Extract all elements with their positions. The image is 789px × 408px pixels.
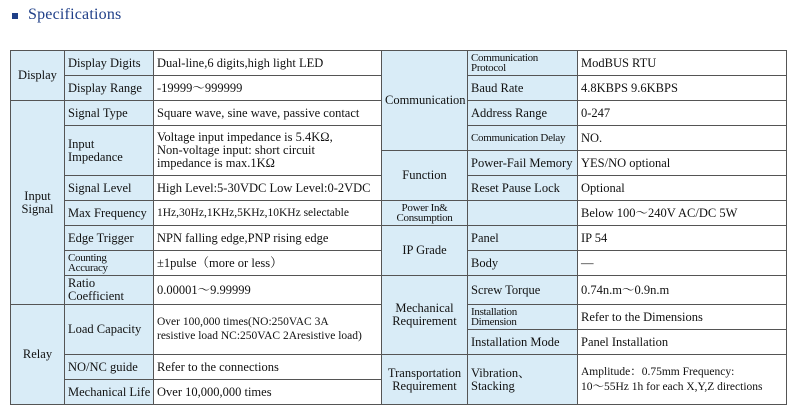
specifications-table [10, 50, 787, 405]
table-row [11, 226, 787, 251]
spec-label: Installation Mode [468, 330, 578, 355]
table-row [11, 51, 787, 76]
section-title: Specifications [28, 6, 122, 23]
spec-label: Input Impedance [65, 126, 154, 176]
spec-label: Reset Pause Lock [468, 176, 578, 201]
spec-label: Signal Type [65, 101, 154, 126]
spec-label: Max Frequency [65, 201, 154, 226]
spec-value: NO. [578, 126, 787, 151]
spec-label: NO/NC guide [65, 355, 154, 380]
category-display: Display [11, 51, 65, 101]
spec-value: High Level:5-30VDC Low Level:0-2VDC [154, 176, 382, 201]
spec-value: Below 100～240V AC/DC 5W [578, 201, 787, 226]
spec-value: 1Hz,30Hz,1KHz,5KHz,10KHz selectable [154, 201, 382, 226]
square-bullet-icon [12, 13, 18, 19]
spec-value: YES/NO optional [578, 151, 787, 176]
spec-value: 0.74n.m～0.9n.m [578, 276, 787, 305]
spec-label: Baud Rate [468, 76, 578, 101]
spec-label: Panel [468, 226, 578, 251]
category-mechanical: Mechanical Requirement [382, 276, 468, 355]
spec-value: ModBUS RTU [578, 51, 787, 76]
table-row [11, 355, 787, 380]
spec-label-empty [468, 201, 578, 226]
spec-label: Communication Delay [468, 126, 578, 151]
spec-value: Refer to the Dimensions [578, 305, 787, 330]
spec-label: Display Digits [65, 51, 154, 76]
spec-value: Refer to the connections [154, 355, 382, 380]
spec-label: Screw Torque [468, 276, 578, 305]
spec-value: Square wave, sine wave, passive contact [154, 101, 382, 126]
spec-value: -19999～999999 [154, 76, 382, 101]
spec-label: Address Range [468, 101, 578, 126]
spec-value: Over 100,000 times(NO:250VAC 3A resistive load NC:250VAC 2Aresistive load) [154, 305, 382, 355]
spec-label: Communication Protocol [468, 51, 578, 76]
spec-value: Dual-line,6 digits,high light LED [154, 51, 382, 76]
spec-value: — [578, 251, 787, 276]
category-power: Power In& Consumption [382, 201, 468, 226]
category-function: Function [382, 151, 468, 201]
spec-value: Voltage input impedance is 5.4KΩ, Non-voltage input: short circuit impedance is max.1KΩ [154, 126, 382, 176]
spec-label: Counting Accuracy [65, 251, 154, 276]
spec-value: IP 54 [578, 226, 787, 251]
spec-value: 4.8KBPS 9.6KBPS [578, 76, 787, 101]
category-ip-grade: IP Grade [382, 226, 468, 276]
category-transportation: Transportation Requirement [382, 355, 468, 405]
spec-value: NPN falling edge,PNP rising edge [154, 226, 382, 251]
spec-label: Installation Dimension [468, 305, 578, 330]
category-relay: Relay [11, 305, 65, 405]
spec-label: Edge Trigger [65, 226, 154, 251]
spec-label: Mechanical Life [65, 380, 154, 405]
spec-value: Over 10,000,000 times [154, 380, 382, 405]
spec-label: Power-Fail Memory [468, 151, 578, 176]
category-communication: Communication [382, 51, 468, 151]
spec-label: Signal Level [65, 176, 154, 201]
section-header [12, 4, 121, 26]
table-row [11, 276, 787, 305]
category-input-signal: Input Signal [11, 101, 65, 305]
spec-value: Amplitude：0.75mm Frequency: 10～55Hz 1h for each X,Y,Z directions [578, 355, 787, 405]
spec-value: 0.00001～9.99999 [154, 276, 382, 305]
spec-value: ±1pulse（more or less） [154, 251, 382, 276]
spec-label: Ratio Coefficient [65, 276, 154, 305]
spec-label: Vibration、 Stacking [468, 355, 578, 405]
spec-value: 0-247 [578, 101, 787, 126]
spec-label: Load Capacity [65, 305, 154, 355]
spec-value: Optional [578, 176, 787, 201]
spec-value: Panel Installation [578, 330, 787, 355]
spec-label: Display Range [65, 76, 154, 101]
spec-label: Body [468, 251, 578, 276]
table-row [11, 201, 787, 226]
